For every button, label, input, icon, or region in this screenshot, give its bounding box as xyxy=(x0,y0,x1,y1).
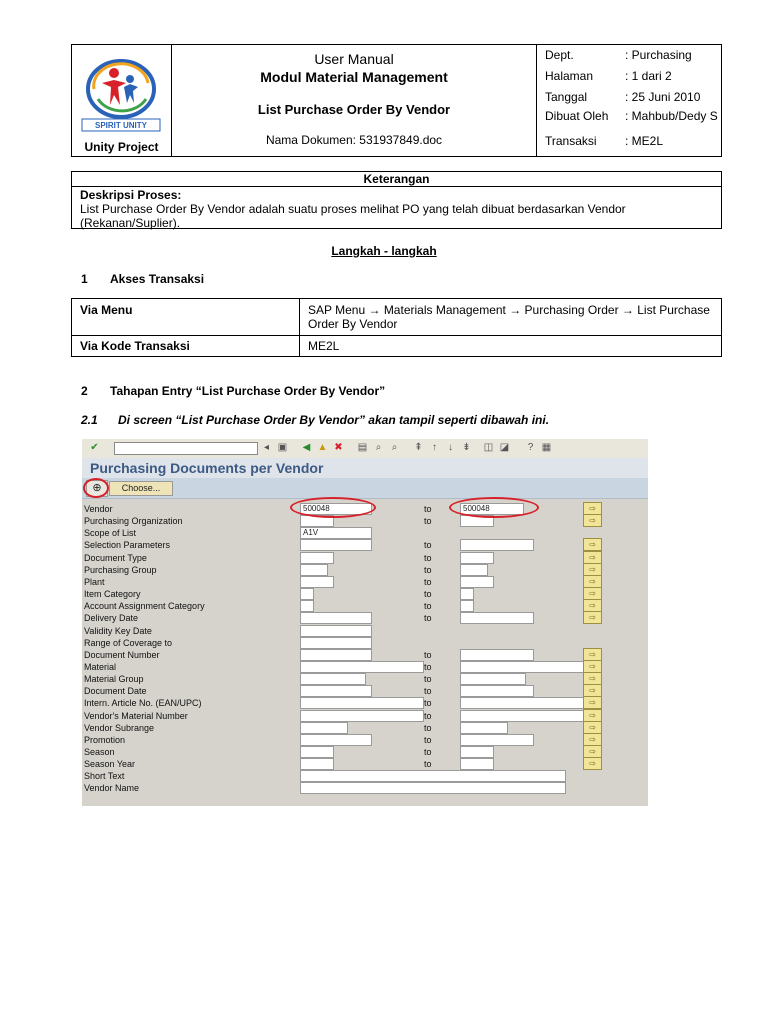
selection-row xyxy=(82,576,648,588)
field-to-input[interactable] xyxy=(460,734,534,746)
field-label: Short Text xyxy=(84,771,125,782)
keterangan-heading: Keterangan xyxy=(72,172,721,187)
multiple-selection-icon[interactable]: ⇨ xyxy=(583,502,602,515)
deskripsi-label: Deskripsi Proses: xyxy=(80,188,182,202)
field-from-input[interactable] xyxy=(300,576,334,588)
field-label: Plant xyxy=(84,576,105,587)
field-label: Material xyxy=(84,661,117,672)
selection-row xyxy=(82,661,648,673)
to-label: to xyxy=(424,564,432,575)
field-from-input[interactable] xyxy=(300,734,372,746)
field-label: Range of Coverage to xyxy=(84,637,173,648)
section-2-number: 2 xyxy=(81,384,88,398)
field-from-input[interactable] xyxy=(300,758,334,770)
choose-button[interactable]: Choose... xyxy=(109,481,173,496)
to-label: to xyxy=(424,516,432,527)
field-from-input[interactable] xyxy=(300,770,566,782)
field-from-input[interactable]: A1V xyxy=(300,527,372,539)
print-icon[interactable]: ▤ xyxy=(357,442,368,453)
multiple-selection-icon[interactable]: ⇨ xyxy=(583,721,602,734)
field-from-input[interactable] xyxy=(300,600,314,612)
selection-row xyxy=(82,770,648,782)
to-label: to xyxy=(424,576,432,587)
multiple-selection-icon[interactable]: ⇨ xyxy=(583,575,602,588)
deskripsi-text: List Purchase Order By Vendor adalah suatu proses melihat PO yang telah dibuat berdasarkan Vendor (Rekanan/Suplier). xyxy=(80,202,626,230)
sap-toolbar xyxy=(82,439,648,459)
multiple-selection-icon[interactable]: ⇨ xyxy=(583,757,602,770)
field-from-input[interactable] xyxy=(300,612,372,624)
field-label: Purchasing Group xyxy=(84,564,157,575)
multiple-selection-icon[interactable]: ⇨ xyxy=(583,648,602,661)
selection-row xyxy=(82,710,648,722)
field-label: Vendor Subrange xyxy=(84,722,155,733)
field-label: Item Category xyxy=(84,589,141,600)
field-label: Vendor Name xyxy=(84,783,140,794)
field-to-input[interactable] xyxy=(460,710,584,722)
exit-icon[interactable]: ▲ xyxy=(317,442,328,453)
layout-icon[interactable]: ▦ xyxy=(541,442,552,453)
field-from-input[interactable] xyxy=(300,588,314,600)
multiple-selection-icon[interactable]: ⇨ xyxy=(583,745,602,758)
to-label: to xyxy=(424,698,432,709)
field-to-input[interactable] xyxy=(460,758,494,770)
selection-row xyxy=(82,625,648,637)
field-from-input[interactable] xyxy=(300,637,372,649)
field-label: Validity Key Date xyxy=(84,625,152,636)
to-label: to xyxy=(424,674,432,685)
vendor-to-highlight-circle xyxy=(449,497,539,518)
to-label: to xyxy=(424,613,432,624)
field-to-input[interactable] xyxy=(460,722,508,734)
to-label: to xyxy=(424,589,432,600)
selection-row xyxy=(82,734,648,746)
field-to-input[interactable] xyxy=(460,673,526,685)
command-field[interactable] xyxy=(114,442,258,455)
selection-row xyxy=(82,612,648,624)
vendor-from-highlight-circle xyxy=(290,497,376,518)
project-name: Unity Project xyxy=(84,140,159,154)
section-2-1-title: Di screen “List Purchase Order By Vendor” akan tampil seperti dibawah ini. xyxy=(118,413,550,427)
to-label: to xyxy=(424,710,432,721)
multiple-selection-icon[interactable]: ⇨ xyxy=(583,660,602,673)
field-from-input[interactable] xyxy=(300,697,424,709)
field-label: Document Type xyxy=(84,552,147,563)
selection-row xyxy=(82,515,648,527)
selection-row xyxy=(82,758,648,770)
section-2-1-number: 2.1 xyxy=(81,413,98,427)
field-to-input[interactable] xyxy=(460,588,474,600)
to-label: to xyxy=(424,747,432,757)
save-icon[interactable]: ▣ xyxy=(277,442,288,453)
langkah-heading: Langkah - langkah xyxy=(331,244,437,258)
field-to-input[interactable] xyxy=(460,685,534,697)
field-from-input[interactable] xyxy=(300,539,372,551)
field-label: Document Number xyxy=(84,649,160,660)
field-label: Season Year xyxy=(84,759,136,770)
enter-icon[interactable]: ✔ xyxy=(90,442,99,453)
multiple-selection-icon[interactable]: ⇨ xyxy=(583,538,602,551)
selection-row xyxy=(82,697,648,709)
field-to-input[interactable] xyxy=(460,612,534,624)
field-label: Scope of List xyxy=(84,528,137,539)
field-from-input[interactable] xyxy=(300,782,566,794)
field-to-input[interactable] xyxy=(460,661,584,673)
via-menu-path: SAP Menu → Materials Management → Purchasing Order → List Purchase Order By Vendor xyxy=(308,303,710,331)
prev-page-icon[interactable]: ↑ xyxy=(432,442,437,453)
field-to-input[interactable]: 500048 xyxy=(460,503,524,515)
selection-row xyxy=(82,722,648,734)
field-to-input[interactable] xyxy=(460,539,534,551)
field-to-input[interactable] xyxy=(460,600,474,612)
field-from-input[interactable] xyxy=(300,722,348,734)
field-from-input[interactable] xyxy=(300,746,334,758)
via-menu-label: Via Menu xyxy=(72,299,300,335)
to-label: to xyxy=(424,661,432,672)
selection-row xyxy=(82,637,648,649)
field-to-input[interactable] xyxy=(460,697,584,709)
field-label: Account Assignment Category xyxy=(84,601,205,612)
dropdown-icon[interactable]: ◂ xyxy=(263,442,270,453)
field-to-input[interactable] xyxy=(460,576,494,588)
to-label: to xyxy=(424,686,432,697)
field-label: Vendor's Material Number xyxy=(84,710,188,721)
help-icon[interactable]: ? xyxy=(527,442,534,453)
to-label: to xyxy=(424,540,432,551)
title-cell xyxy=(172,45,537,156)
field-label: Purchasing Organization xyxy=(84,516,183,527)
selection-row xyxy=(82,588,648,600)
field-from-input[interactable] xyxy=(300,649,372,661)
header-table xyxy=(71,44,722,157)
document-title: List Purchase Order By Vendor xyxy=(257,102,451,117)
multiple-selection-icon[interactable]: ⇨ xyxy=(583,684,602,697)
selection-row xyxy=(82,746,648,758)
to-label: to xyxy=(424,601,432,612)
find-icon[interactable]: ⌕ xyxy=(375,442,382,453)
spirit-unity-logo xyxy=(80,53,162,133)
sap-application-toolbar xyxy=(82,478,648,499)
field-from-input[interactable]: 500048 xyxy=(300,503,372,515)
field-label: Material Group xyxy=(84,674,144,685)
field-label: Document Date xyxy=(84,686,147,697)
multiple-selection-icon[interactable]: ⇨ xyxy=(583,599,602,612)
field-from-input[interactable] xyxy=(300,564,328,576)
via-table xyxy=(71,298,722,357)
last-page-icon[interactable]: ⇟ xyxy=(462,442,471,453)
to-label: to xyxy=(424,504,432,514)
field-to-input[interactable] xyxy=(460,552,494,564)
selection-row xyxy=(82,685,648,697)
multiple-selection-icon[interactable]: ⇨ xyxy=(583,709,602,722)
multiple-selection-icon[interactable]: ⇨ xyxy=(583,611,602,624)
to-label: to xyxy=(424,552,432,563)
selection-row xyxy=(82,564,648,576)
section-1-number: 1 xyxy=(81,272,88,286)
multiple-selection-icon[interactable]: ⇨ xyxy=(583,733,602,746)
execute-button[interactable]: ⊕ xyxy=(86,480,108,497)
field-to-input[interactable] xyxy=(460,564,488,576)
field-label: Promotion xyxy=(84,734,126,745)
execute-highlight-circle xyxy=(83,478,109,498)
keterangan-box xyxy=(71,171,722,229)
sap-screen xyxy=(82,439,648,806)
cancel-icon[interactable]: ✖ xyxy=(334,442,343,453)
multiple-selection-icon[interactable]: ⇨ xyxy=(583,551,602,564)
field-label: Delivery Date xyxy=(84,613,139,624)
selection-row xyxy=(82,782,648,794)
section-1-title: Akses Transaksi xyxy=(110,272,205,286)
to-label: to xyxy=(424,734,432,745)
field-to-input[interactable] xyxy=(460,746,494,758)
logo-text: SPIRIT UNITY xyxy=(94,121,148,130)
find-next-icon[interactable]: ⌕ xyxy=(391,442,398,453)
field-from-input[interactable] xyxy=(300,673,366,685)
shortcut-icon[interactable]: ◪ xyxy=(499,442,510,453)
section-2-title: Tahapan Entry “List Purchase Order By Vendor” xyxy=(110,384,386,398)
field-label: Season xyxy=(84,747,115,757)
multiple-selection-icon[interactable]: ⇨ xyxy=(583,696,602,709)
manual-title: User Manual xyxy=(314,51,394,67)
back-icon[interactable]: ◀ xyxy=(302,442,311,453)
field-to-input[interactable] xyxy=(460,649,534,661)
multiple-selection-icon[interactable]: ⇨ xyxy=(583,672,602,685)
to-label: to xyxy=(424,759,432,770)
via-code-label: Via Kode Transaksi xyxy=(72,335,300,357)
via-code-value: ME2L xyxy=(308,339,340,353)
field-label: Intern. Article No. (EAN/UPC) xyxy=(84,698,202,709)
field-from-input[interactable] xyxy=(300,625,372,637)
to-label: to xyxy=(424,649,432,660)
field-label: Selection Parameters xyxy=(84,540,171,551)
logo-cell xyxy=(72,45,172,156)
module-title: Modul Material Management xyxy=(260,69,448,85)
next-page-icon[interactable]: ↓ xyxy=(448,442,453,453)
field-label: Vendor xyxy=(84,504,113,514)
first-page-icon[interactable]: ⇞ xyxy=(414,442,423,453)
selection-row xyxy=(82,649,648,661)
meta-cell: Dept. : Purchasing Halaman : 1 dari 2 Tanggal : 25 Juni 2010 Dibuat Oleh : Mahbub/Dedy S Transaksi : ME2L xyxy=(545,48,718,148)
field-from-input[interactable] xyxy=(300,661,424,673)
screen-title: Purchasing Documents per Vendor xyxy=(90,460,324,476)
multiple-selection-icon[interactable]: ⇨ xyxy=(583,514,602,527)
multiple-selection-icon[interactable]: ⇨ xyxy=(583,587,602,600)
selection-row xyxy=(82,527,648,539)
document-name: Nama Dokumen: 531937849.doc xyxy=(265,133,443,147)
field-from-input[interactable] xyxy=(300,552,334,564)
selection-row xyxy=(82,552,648,564)
to-label: to xyxy=(424,722,432,733)
sap-titlebar xyxy=(82,458,648,478)
selection-row xyxy=(82,600,648,612)
field-from-input[interactable] xyxy=(300,710,424,722)
new-session-icon[interactable]: ◫ xyxy=(483,442,494,453)
multiple-selection-icon[interactable]: ⇨ xyxy=(583,563,602,576)
selection-row xyxy=(82,539,648,551)
selection-row xyxy=(82,673,648,685)
field-from-input[interactable] xyxy=(300,685,372,697)
